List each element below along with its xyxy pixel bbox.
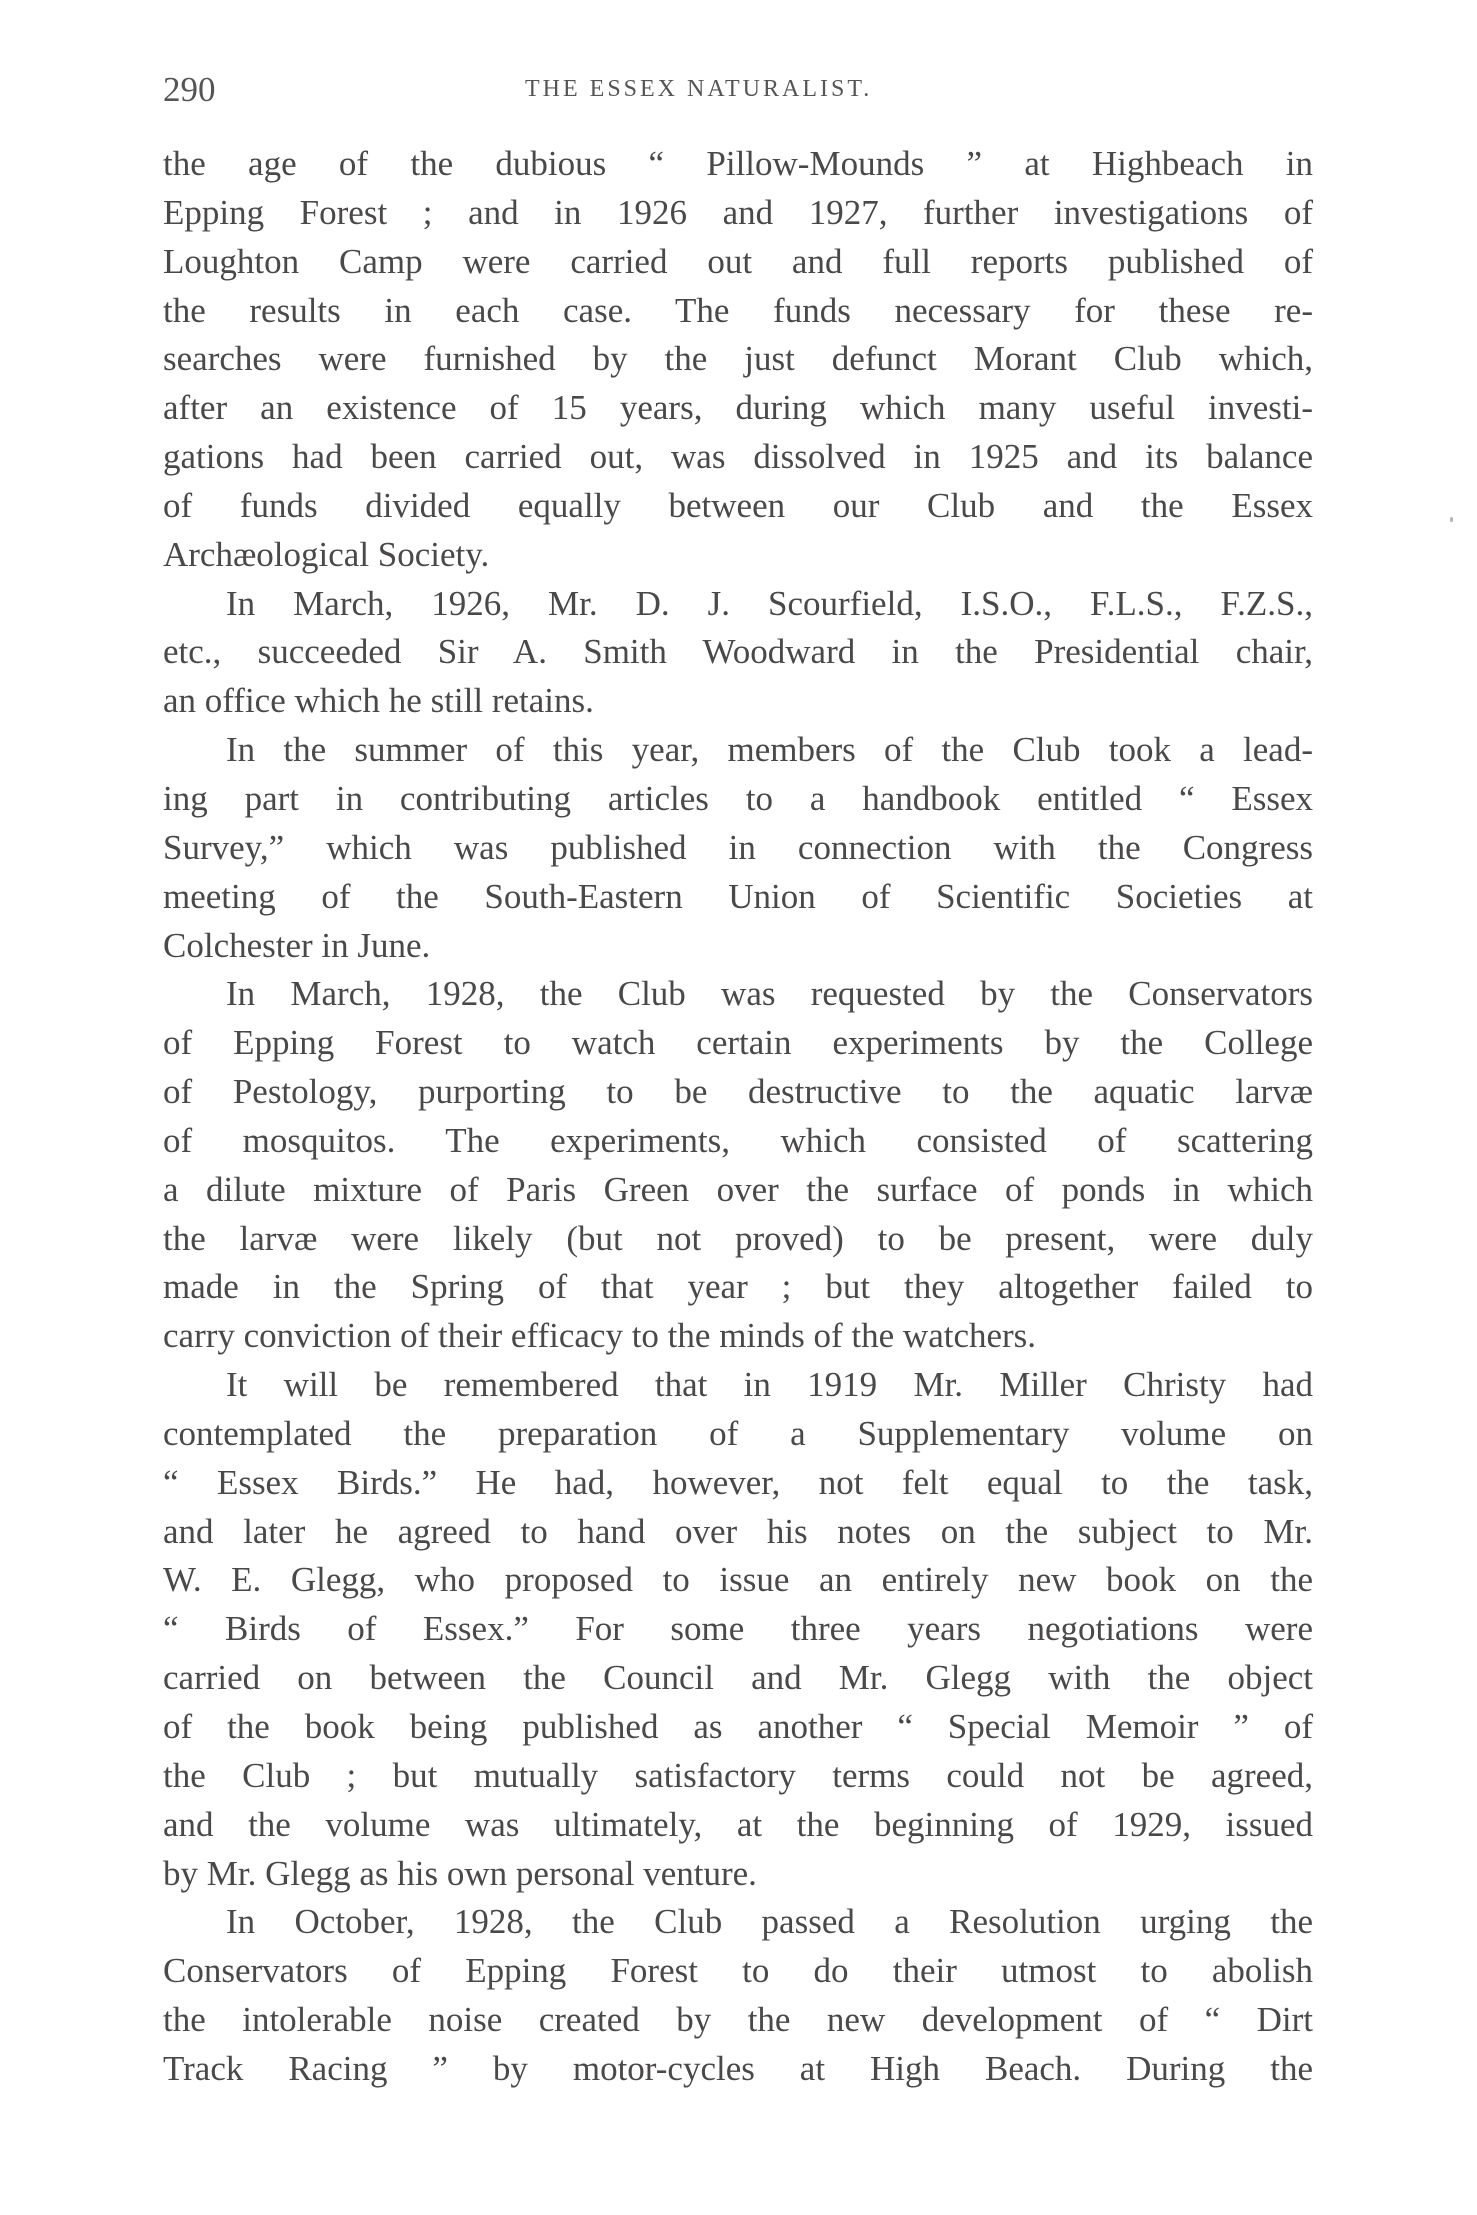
text-line: Loughton Camp were carried out and full reports published of bbox=[163, 241, 1313, 281]
text-line: of Pestology, purporting to be destructive to the aquatic larvæ bbox=[163, 1072, 1313, 1112]
text-line: etc., succeeded Sir A. Smith Woodward in the Presidential chair, bbox=[163, 632, 1313, 672]
text-line: the results in each case. The funds necessary for these re- bbox=[163, 290, 1313, 330]
text-line: an office which he still retains. bbox=[163, 681, 594, 721]
text-line: Conservators of Epping Forest to do their utmost to abolish bbox=[163, 1951, 1313, 1991]
text-line: of funds divided equally between our Club and the Essex bbox=[163, 485, 1313, 525]
text-line: carry conviction of their efficacy to the minds of the watchers. bbox=[163, 1316, 1037, 1356]
text-line: the larvæ were likely (but not proved) to be present, were duly bbox=[163, 1218, 1313, 1258]
text-line: ing part in contributing articles to a handbook entitled “ Essex bbox=[163, 778, 1313, 818]
paragraph-mosquito-experiments bbox=[163, 970, 1313, 1361]
text-line: the intolerable noise created by the new development of “ Dirt bbox=[163, 2000, 1313, 2040]
text-line: In March, 1926, Mr. D. J. Scourfield, I.S.O., F.L.S., F.Z.S., bbox=[226, 583, 1313, 623]
text-line: “ Essex Birds.” He had, however, not felt equal to the task, bbox=[163, 1462, 1313, 1502]
body-text bbox=[163, 140, 1313, 2094]
text-line: and later he agreed to hand over his notes on the subject to Mr. bbox=[163, 1511, 1313, 1551]
page-header bbox=[163, 70, 1313, 110]
text-line: Survey,” which was published in connection with the Congress bbox=[163, 827, 1313, 867]
text-line: of mosquitos. The experiments, which consisted of scattering bbox=[163, 1120, 1313, 1160]
running-head: THE ESSEX NATURALIST. bbox=[525, 76, 873, 102]
paragraph-scourfield-president bbox=[163, 580, 1313, 727]
text-line: of Epping Forest to watch certain experiments by the College bbox=[163, 1023, 1313, 1063]
text-line: In October, 1928, the Club passed a Resolution urging the bbox=[226, 1902, 1313, 1942]
text-line: a dilute mixture of Paris Green over the surface of ponds in which bbox=[163, 1169, 1313, 1209]
text-line: It will be remembered that in 1919 Mr. Miller Christy had bbox=[226, 1365, 1313, 1405]
text-line: W. E. Glegg, who proposed to issue an entirely new book on the bbox=[163, 1560, 1313, 1600]
text-line: and the volume was ultimately, at the beginning of 1929, issued bbox=[163, 1804, 1313, 1844]
paragraph-dirt-track-racing bbox=[163, 1898, 1313, 2093]
text-line: Archæological Society. bbox=[163, 534, 490, 574]
text-line: searches were furnished by the just defunct Morant Club which, bbox=[163, 339, 1313, 379]
text-line: the age of the dubious “ Pillow-Mounds ” at Highbeach in bbox=[163, 144, 1313, 183]
text-line: contemplated the preparation of a Supplementary volume on bbox=[163, 1413, 1313, 1453]
text-line: Epping Forest ; and in 1926 and 1927, further investigations of bbox=[163, 192, 1313, 232]
text-line: Track Racing ” by motor-cycles at High Beach. During the bbox=[163, 2048, 1313, 2088]
text-line: carried on between the Council and Mr. Glegg with the object bbox=[163, 1658, 1313, 1698]
text-line: by Mr. Glegg as his own personal venture. bbox=[163, 1853, 757, 1893]
text-line: made in the Spring of that year ; but they altogether failed to bbox=[163, 1267, 1313, 1307]
text-line: meeting of the South-Eastern Union of Scientific Societies at bbox=[163, 876, 1313, 916]
margin-speck bbox=[1450, 517, 1453, 522]
paragraph-birds-of-essex bbox=[163, 1361, 1313, 1898]
text-line: gations had been carried out, was dissolved in 1925 and its balance bbox=[163, 437, 1313, 477]
text-line: “ Birds of Essex.” For some three years negotiations were bbox=[163, 1609, 1313, 1649]
text-line: In March, 1928, the Club was requested by the Conservators bbox=[226, 974, 1313, 1014]
text-line: the Club ; but mutually satisfactory terms could not be agreed, bbox=[163, 1755, 1313, 1795]
text-line: after an existence of 15 years, during which many useful investi- bbox=[163, 388, 1313, 428]
text-line: Colchester in June. bbox=[163, 925, 431, 965]
text-line: In the summer of this year, members of the Club took a lead- bbox=[226, 730, 1313, 770]
page-number: 290 bbox=[163, 70, 216, 109]
text-line: of the book being published as another “ Special Memoir ” of bbox=[163, 1707, 1313, 1746]
paragraph-pillow-mounds bbox=[163, 140, 1313, 580]
paragraph-essex-survey bbox=[163, 726, 1313, 970]
